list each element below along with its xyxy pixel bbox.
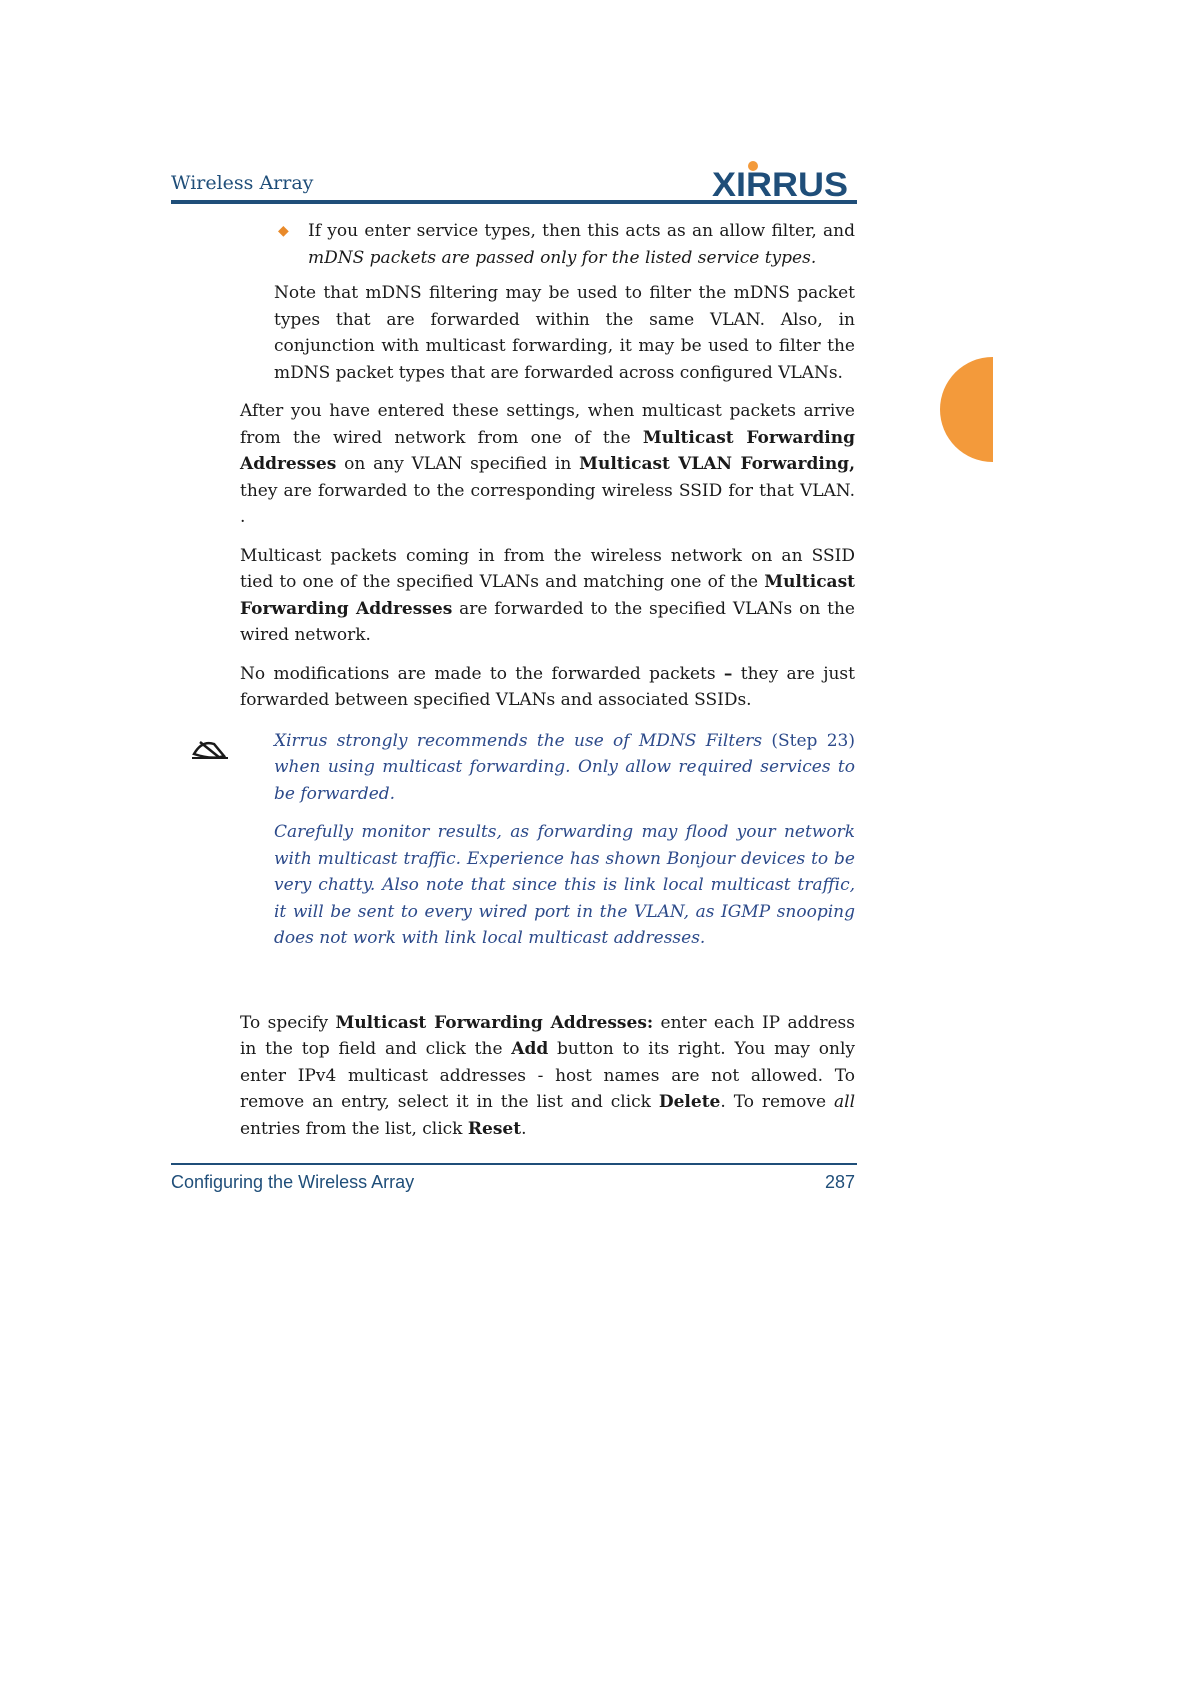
note-caution-text: Carefully monitor results, as forwarding may flood your network with multicast traffic. Experience has shown Bonjour devices to be very chatty. Also note that since this is link local multicast traffic, it will be sent to every wired port in the VLAN, as IGMP snooping does not work with link local multicast addresses. [274, 822, 855, 948]
paragraph-specify-addresses: To specify Multicast Forwarding Addresses: enter each IP address in the top field and click the Add button to its right. You may only enter IPv4 multicast addresses - host names are not allowed. To remove an entry, select it in the list and click Delete. To remove all entries from the list, click Reset. [240, 1012, 856, 1139]
recommendation-note [240, 728, 855, 952]
header-rule [171, 200, 857, 204]
xirrus-logo [712, 160, 856, 200]
note-pencil-icon [190, 734, 230, 762]
page-number: 287 [824, 1172, 855, 1192]
paragraph-no-modifications: No modifications are made to the forwarded packets – they are just forwarded between specified VLANs and associated SSIDs. [240, 663, 855, 710]
bullet-item: ◆ If you enter service types, then this acts as an allow filter, and mDNS packets are passed only for the listed service types. [240, 218, 855, 271]
note-recommendation-text: Xirrus strongly recommends the use of MDNS Filters (Step 23) when using multicast forwarding. Only allow required services to be forwarded. [274, 730, 855, 804]
bullet-icon: ◆ [278, 223, 289, 239]
page-content [240, 218, 855, 1142]
paragraph-wired-forwarding: After you have entered these settings, when multicast packets arrive from the wired network from one of the Multicast Forwarding Addresses on any VLAN specified in Multicast VLAN Forwarding, they are forwarded to the corresponding wireless SSID for that VLAN. . [240, 401, 855, 527]
mdns-filter-note: Note that mDNS filtering may be used to filter the mDNS packet types that are forwarded within the same VLAN. Also, in conjunction with multicast forwarding, it may be used to filter the mDNS packet types that are forwarded across configured VLANs. [274, 283, 855, 383]
footer-chapter-title: Configuring the Wireless Array [171, 1172, 415, 1192]
header-title: Wireless Array [171, 172, 314, 194]
paragraph-wireless-forwarding: Multicast packets coming in from the wireless network on an SSID tied to one of the specified VLANs and matching one of the Multicast Forwarding Addresses are forwarded to the specified VLANs on the wired network. [240, 545, 855, 645]
svg-text:XIRRUS: XIRRUS [712, 166, 848, 200]
chapter-tab-marker [940, 357, 993, 462]
footer-rule [171, 1163, 857, 1165]
